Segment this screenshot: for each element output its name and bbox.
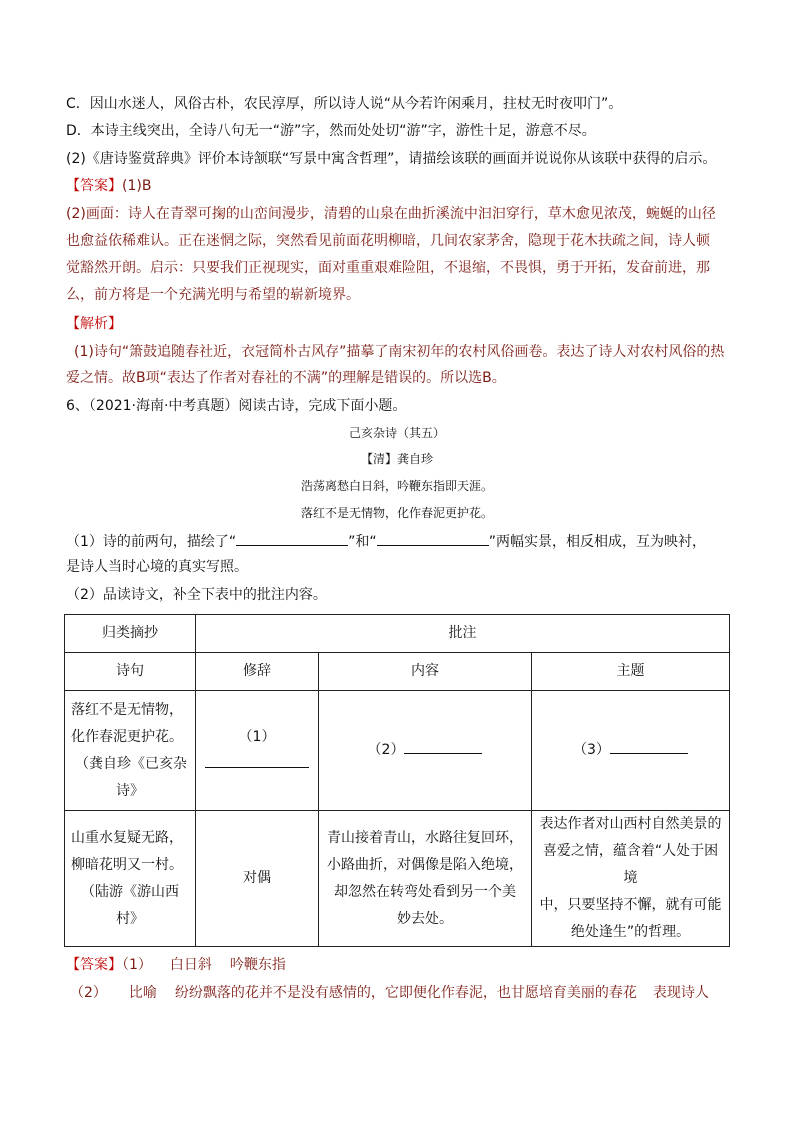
cell-line: 落红不是无情物，: [71, 701, 183, 718]
analysis-label: 【解析】: [66, 316, 122, 332]
content-cell: [319, 811, 532, 947]
answer-2: [66, 955, 286, 975]
blank-number: （3）: [573, 742, 610, 758]
cell-line: 化作春泥更护花。: [71, 728, 183, 745]
header-cell: 内容: [319, 653, 532, 691]
poem-author: 【清】龚自珍: [360, 452, 433, 466]
annotation-table: [64, 614, 730, 947]
blank-number: （1）: [238, 728, 276, 745]
cell-line: 山重水复疑无路，: [71, 829, 183, 846]
poem-title: 己亥杂诗（其五）: [348, 426, 445, 440]
question-2: (2)《唐诗鉴赏辞典》评价本诗颔联“写景中寓含哲理”，请描绘该联的画面并说说你从该联中获得的启示。: [66, 151, 717, 167]
content-cell: [319, 691, 532, 811]
fill-blank[interactable]: [610, 739, 688, 754]
answer-line: 也愈益依稀难认。正在迷惘之际，突然看见前面花明柳暗，几间农家茅舍，隐现于花木扶疏之间，诗人顿: [66, 233, 710, 249]
answer-part: 比喻: [128, 985, 157, 1001]
question-6-prompt: 6、（2021·海南·中考真题）阅读古诗，完成下面小题。: [66, 398, 407, 414]
answer-label: 【答案】: [66, 178, 122, 194]
table-row: [65, 691, 730, 811]
cell-line: 青山接着青山，水路往复回环，: [327, 829, 523, 846]
cell-line: 柳暗花明又一村。: [71, 856, 183, 873]
cell-line: 中，只要坚持不懈，就有可能: [539, 897, 722, 913]
cell-line: 村》: [116, 910, 144, 927]
cell-line: 表达作者对山西村自然美景的: [539, 816, 722, 832]
rhetoric-cell: 对偶: [196, 811, 319, 947]
option-c: C．因山水迷人，风俗古朴，农民淳厚，所以诗人说“从今若许闲乘月，拄杖无时夜叩门”。: [66, 96, 623, 112]
header-cell: 诗句: [65, 653, 196, 691]
cell-line: 小路曲折，对偶像是陷入绝境，: [327, 856, 523, 873]
answer-line: 么，前方将是一个充满光明与希望的崭新境界。: [66, 287, 360, 303]
cell-line: 喜爱之情，蕴含着“人处于困境: [542, 843, 719, 886]
theme-cell: [532, 691, 730, 811]
option-d: D．本诗主线突出，全诗八句无一“游”字，然而处处切“游”字，游性十足，游意不尽。: [66, 123, 596, 139]
poem-line: 浩荡离愁白日斜，吟鞭东指即天涯。: [300, 479, 493, 493]
answer-part: （1）: [122, 957, 152, 973]
sub-question-1-cont: 是诗人当时心境的真实写照。: [66, 559, 248, 575]
answer-1: [66, 176, 151, 196]
answer-part: 表现诗人: [652, 985, 709, 1001]
answer-part: 纷纷飘落的花并不是没有感情的，它即便化作春泥，也甘愿培育美丽的春花: [174, 985, 637, 1001]
table-row: [65, 811, 730, 947]
answer-line: 觉豁然开朗。启示：只要我们正视现实，面对重重艰难险阻，不退缩，不畏惧，勇于开拓，发奋前进，那: [66, 260, 710, 276]
cell-line: （陆游《游山西: [81, 883, 179, 900]
fill-blank[interactable]: [205, 753, 309, 768]
answer-line: (2)画面：诗人在青翠可掬的山峦间漫步，清碧的山泉在曲折溪流中汩汩穿行，草木愈见浓茂，蜿蜒的山径: [66, 206, 716, 222]
header-cell: 批注: [196, 615, 730, 653]
answer-part: 吟鞭东指: [229, 957, 286, 973]
sub-question-2: （2）品读诗文，补全下表中的批注内容。: [66, 587, 327, 603]
blank-number: （2）: [367, 742, 405, 758]
sub1-text: ”两幅实景，相反相成，互为映衬，: [488, 534, 706, 550]
table-header-row: [65, 615, 730, 653]
header-cell: 归类摘抄: [65, 615, 196, 653]
answer-part: 白日斜: [169, 957, 212, 973]
table-subheader-row: [65, 653, 730, 691]
cell-line: 诗》: [116, 782, 144, 799]
analysis-line: (1)诗句“箫鼓追随春社近，衣冠简朴古风存”描摹了南宋初年的农村风俗画卷。表达了诗人对农村风俗的热: [74, 344, 725, 360]
poem-cell: [65, 811, 196, 947]
answer-2-line2: [70, 983, 709, 1003]
fill-blank[interactable]: [377, 531, 489, 546]
answer-part: （2）: [70, 985, 107, 1001]
analysis-line: 爱之情。故B项“表达了作者对春社的不满”的理解是错误的。所以选B。: [66, 370, 506, 386]
sub1-text: ”和“: [348, 534, 377, 550]
cell-line: 却忽然在转弯处看到另一个美: [334, 883, 516, 900]
sub1-text: （1）诗的前两句，描绘了“: [66, 534, 237, 550]
poem-cell: [65, 691, 196, 811]
cell-line: （龚自珍《已亥杂: [75, 755, 187, 772]
sub-question-1: [66, 531, 706, 552]
fill-blank[interactable]: [404, 739, 482, 754]
poem-line: 落红不是无情物，化作春泥更护花。: [300, 506, 493, 520]
fill-blank[interactable]: [236, 531, 348, 546]
answer-1-a1: (1)B: [122, 178, 152, 194]
theme-cell: [532, 811, 730, 947]
cell-line: 绝处逢生”的哲理。: [570, 924, 691, 940]
header-cell: 主题: [532, 653, 730, 691]
header-cell: 修辞: [196, 653, 319, 691]
answer-label: 【答案】: [66, 957, 122, 973]
rhetoric-cell: [196, 691, 319, 811]
cell-line: 妙去处。: [397, 910, 453, 927]
